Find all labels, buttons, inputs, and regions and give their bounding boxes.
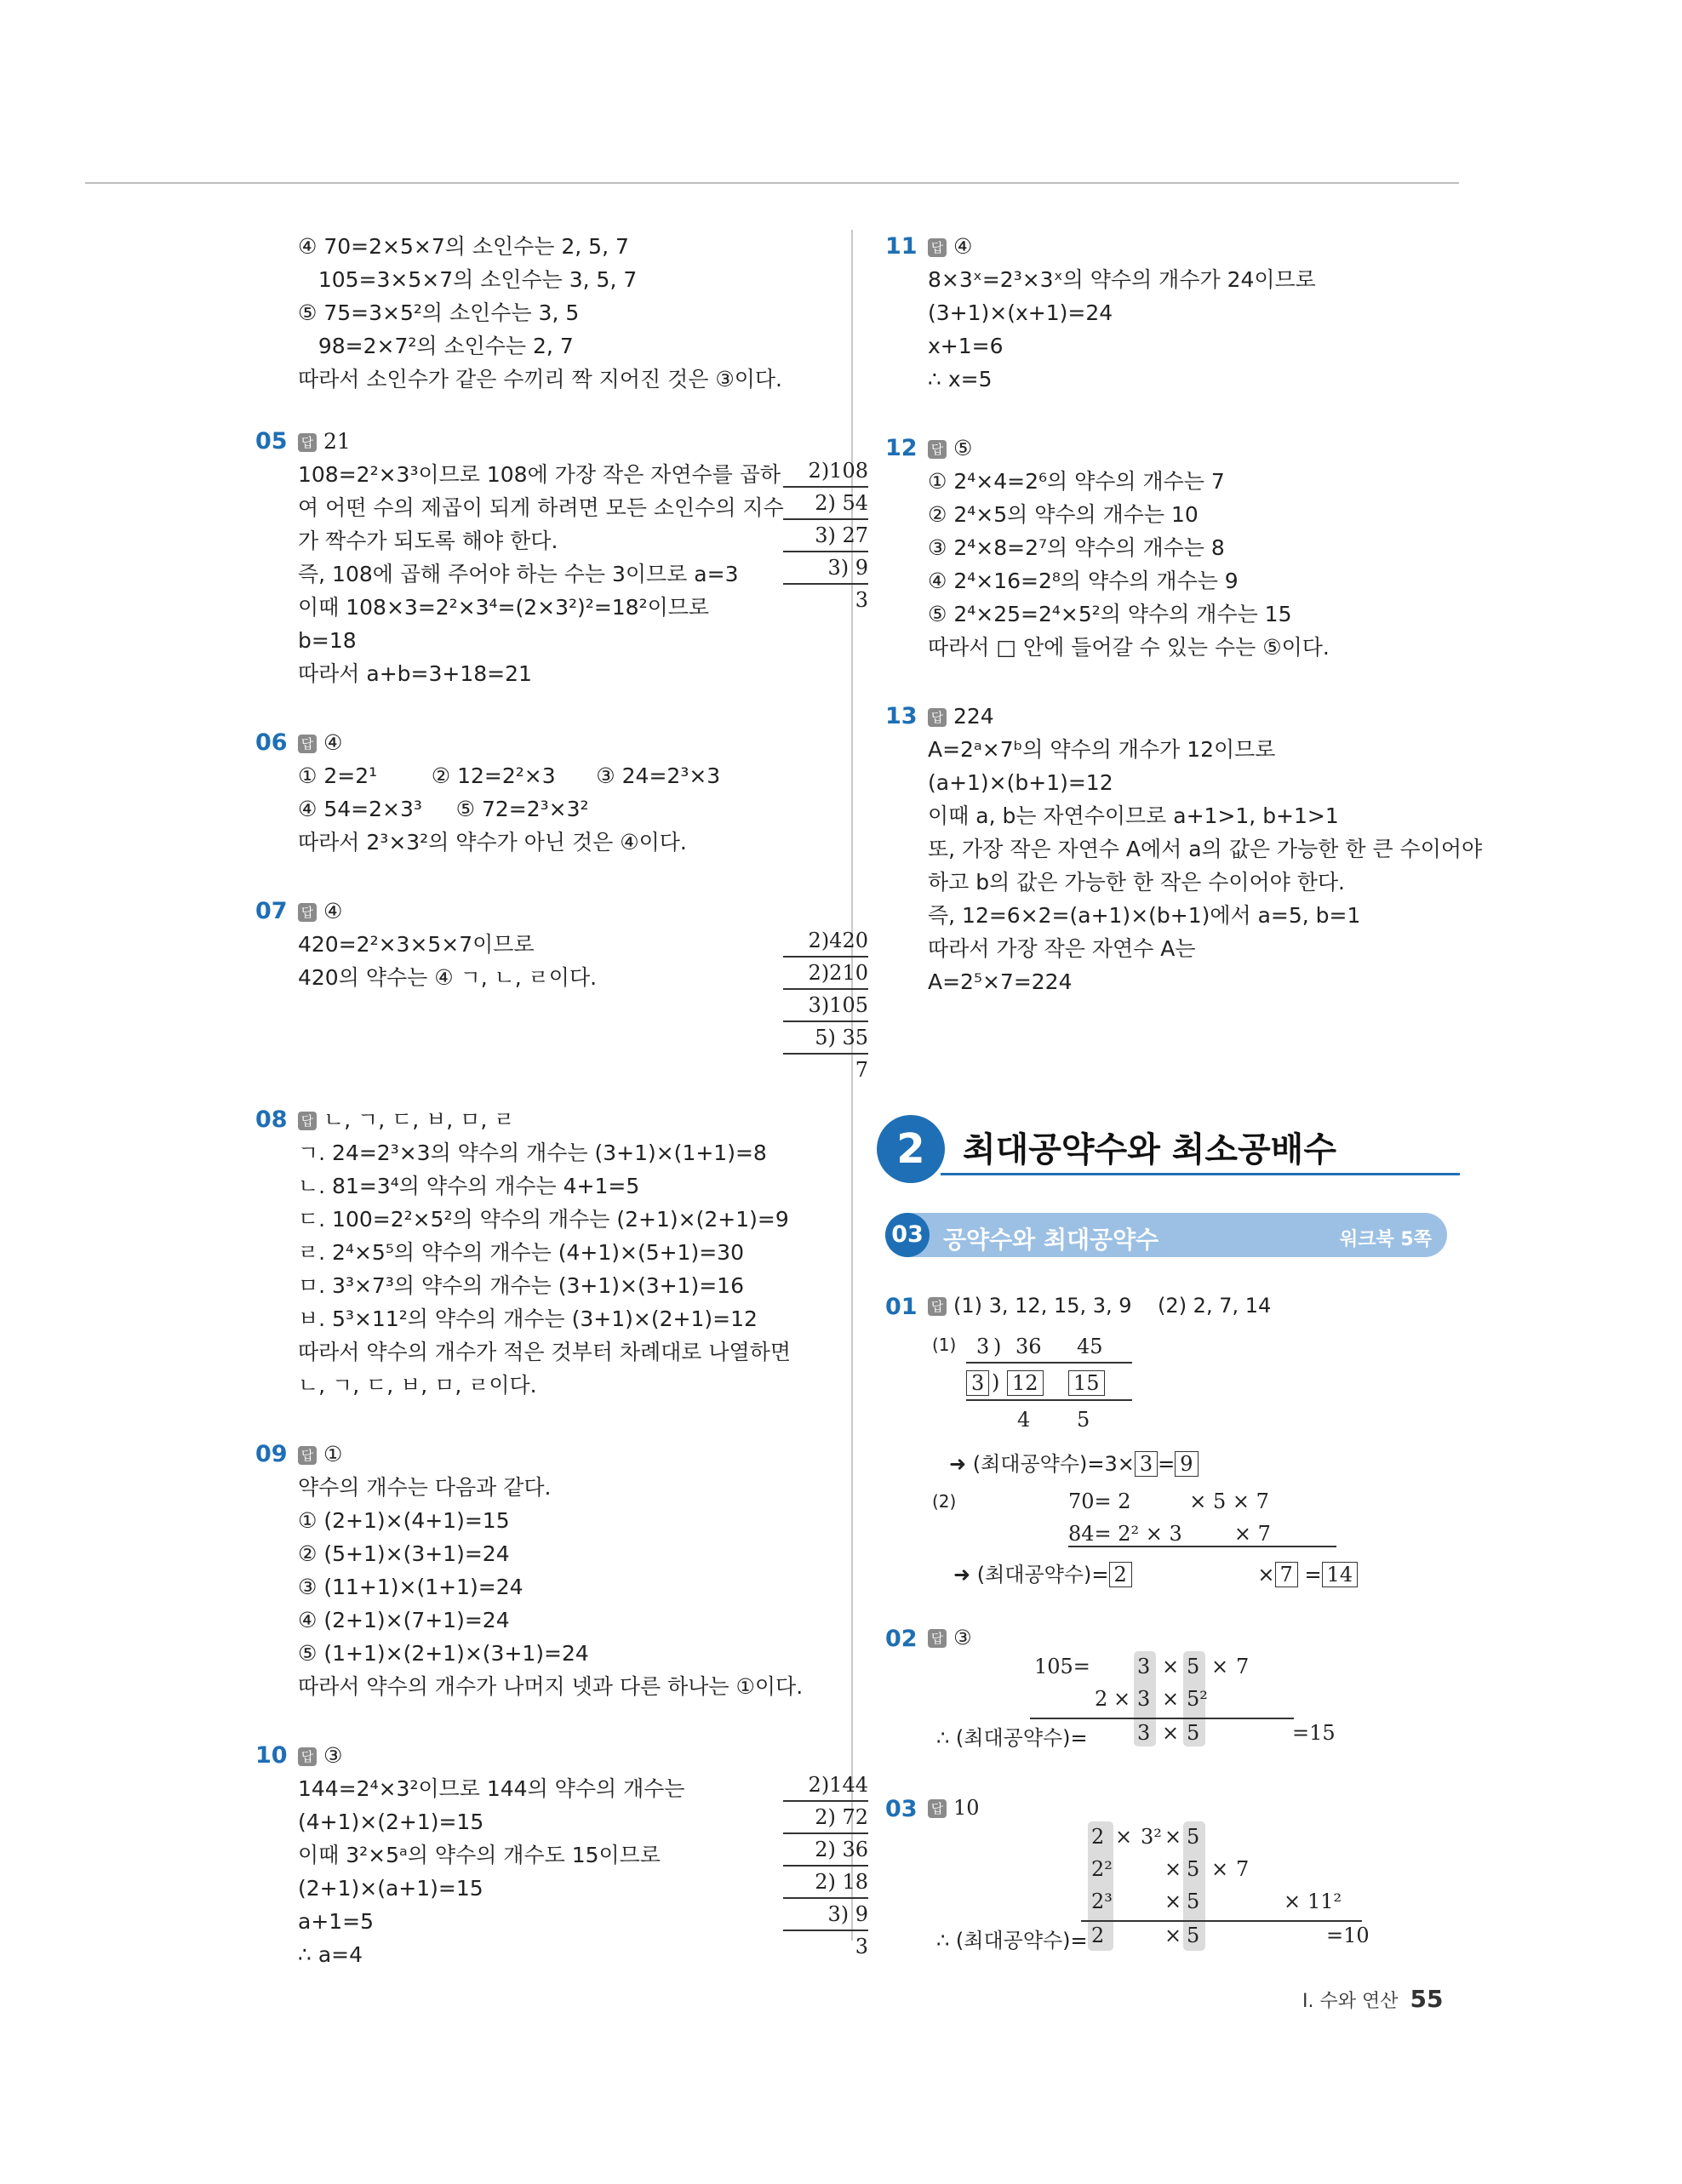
factor-text: 7 xyxy=(1236,1857,1250,1881)
top-rule xyxy=(85,182,1459,184)
divisor: 3 xyxy=(976,1335,990,1358)
prime-division xyxy=(783,455,868,615)
text-line: 105=3×5×7의 소인수는 3, 5, 7 xyxy=(298,267,638,292)
factor-text: × xyxy=(1284,1890,1302,1913)
factor-text: × xyxy=(1164,1825,1182,1849)
gcd-row-1 xyxy=(966,1335,1132,1364)
text-line: ② 2⁴×5의 약수의 개수는 10 xyxy=(928,502,1199,527)
answer-icon: 답 xyxy=(298,1446,317,1465)
factor-text: ∴ (최대공약수)= xyxy=(936,1726,1088,1750)
text-line: (2+1)×(a+1)=15 xyxy=(298,1876,483,1901)
factor-text: × xyxy=(1164,1890,1182,1913)
blank-box: 12 xyxy=(1007,1370,1044,1396)
text-line: ㄴ. 81=3⁴의 약수의 개수는 4+1=5 xyxy=(298,1174,640,1198)
division-row: 7 xyxy=(855,1058,868,1082)
problem-11 xyxy=(885,230,1464,396)
text-line: 약수의 개수는 다음과 같다. xyxy=(298,1475,552,1500)
text-line: ∴ x=5 xyxy=(928,367,993,392)
problem-number: 12 xyxy=(885,435,918,461)
answer-icon: 답 xyxy=(928,1629,947,1648)
text-line: 420의 약수는 ④ ㄱ, ㄴ, ㄹ이다. xyxy=(298,965,598,990)
blank-box: 15 xyxy=(1068,1370,1105,1396)
text-line: ㄹ. 2⁴×5⁵의 약수의 개수는 (4+1)×(5+1)=30 xyxy=(298,1240,744,1265)
dividend: 36 xyxy=(1015,1335,1042,1358)
right-column xyxy=(885,230,1483,1034)
part-label: (2) xyxy=(932,1491,957,1512)
text-line: ③ (11+1)×(1+1)=24 xyxy=(298,1575,523,1599)
division-bracket: ) xyxy=(992,1370,1000,1394)
text-line: ㅂ. 5³×11²의 약수의 개수는 (3+1)×(2+1)=12 xyxy=(298,1306,758,1331)
factor-row xyxy=(885,1857,1464,1890)
text-line: 이때 3²×5ᵃ의 약수의 개수도 15이므로 xyxy=(298,1843,661,1867)
factor-text: 2 xyxy=(1091,1924,1105,1947)
text-line: A=2ᵃ×7ᵇ의 약수의 개수가 12이므로 xyxy=(928,737,1276,762)
problem-number: 08 xyxy=(255,1106,288,1133)
text-line: ⑤ 75=3×5²의 소인수는 3, 5 xyxy=(298,300,580,325)
division-bracket: ) xyxy=(993,1335,1002,1358)
answer-icon: 답 xyxy=(298,1747,317,1766)
text-line: 하고 b의 값은 가능한 한 작은 수이어야 한다. xyxy=(928,870,1345,895)
text-line: 420=2²×3×5×7이므로 xyxy=(298,932,535,957)
text-line: ⑤ (1+1)×(2+1)×(3+1)=24 xyxy=(298,1641,589,1666)
factor-text: 2 xyxy=(1095,1687,1108,1711)
text-line: 따라서 소인수가 같은 수끼리 짝 지어진 것은 ③이다. xyxy=(298,367,782,392)
text-line: ④ (2+1)×(7+1)=24 xyxy=(298,1608,510,1632)
section-number: 2 xyxy=(877,1115,945,1183)
factor-row xyxy=(1030,1687,1294,1719)
text-line: ∴ a=4 xyxy=(298,1942,363,1967)
text-line: ① 2=2¹ ② 12=2²×3 ③ 24=2³×3 xyxy=(298,763,721,788)
factor-text: 11² xyxy=(1307,1890,1342,1913)
answer-icon: 답 xyxy=(298,735,317,753)
answer-value: ④ xyxy=(323,730,343,755)
division-row: 2) 36 xyxy=(783,1834,868,1867)
answer-icon: 답 xyxy=(298,1112,317,1130)
factor-text: 5 xyxy=(1187,1857,1200,1881)
blank-box: 7 xyxy=(1275,1562,1298,1587)
part-label: (1) xyxy=(932,1335,957,1355)
text-line: (3+1)×(x+1)=24 xyxy=(928,300,1113,325)
factor-text: × xyxy=(1115,1825,1133,1849)
division-row: 2)210 xyxy=(783,958,868,990)
text-line: 따라서 2³×3²의 약수가 아닌 것은 ④이다. xyxy=(298,830,687,855)
text-line: 따라서 약수의 개수가 적은 것부터 차례대로 나열하면 xyxy=(298,1340,791,1364)
factor-text: × xyxy=(1211,1655,1229,1678)
text-line: (4+1)×(2+1)=15 xyxy=(298,1810,484,1834)
section-underline xyxy=(941,1173,1460,1175)
factor-text: 2³ xyxy=(1091,1890,1113,1913)
text-line: ④ 54=2×3³ ⑤ 72=2³×3² xyxy=(298,797,589,821)
gcd-result-2 xyxy=(953,1558,1358,1587)
text-line: 또, 가장 작은 자연수 A에서 a의 값은 가능한 한 큰 수이어야 xyxy=(928,837,1483,861)
gcd-row-2 xyxy=(966,1370,1132,1401)
prime-division xyxy=(783,925,868,1085)
division-row: 3 xyxy=(855,588,868,612)
factor-text: 5 xyxy=(1187,1890,1200,1913)
text-line: ④ 2⁴×16=2⁸의 약수의 개수는 9 xyxy=(928,569,1239,593)
blank-box: 2 xyxy=(1109,1562,1132,1587)
quotient: 4 xyxy=(1017,1408,1031,1432)
problem-number: 05 xyxy=(255,428,288,455)
text-line: ④ 70=2×5×7의 소인수는 2, 5, 7 xyxy=(298,234,629,259)
factor-text: 3 xyxy=(1137,1687,1151,1711)
text-line: 따라서 약수의 개수가 나머지 넷과 다른 하나는 ①이다. xyxy=(298,1674,804,1699)
text-line: 따라서 □ 안에 들어갈 수 있는 수는 ⑤이다. xyxy=(928,635,1330,660)
answer-value: (1) 3, 12, 15, 3, 9 (2) 2, 7, 14 xyxy=(953,1294,1272,1318)
factor-text: × xyxy=(1162,1655,1180,1678)
text-line: x+1=6 xyxy=(928,334,1004,358)
section-header xyxy=(872,1111,1460,1187)
factor-text: 2² xyxy=(1091,1857,1113,1881)
text-line: 이때 108×3=2²×3⁴=(2×3²)²=18²이므로 xyxy=(298,595,710,620)
gcd-result xyxy=(885,1721,1464,1752)
factor-text: 5 xyxy=(1187,1924,1200,1947)
answer-value: ③ xyxy=(323,1743,343,1768)
text-line: 여 어떤 수의 제곱이 되게 하려면 모든 소인수의 지수 xyxy=(298,495,784,520)
factor-text: × xyxy=(1162,1721,1180,1745)
answer-icon: 답 xyxy=(298,433,317,452)
problem-number: 02 xyxy=(885,1626,918,1652)
factor-text: 5 xyxy=(1187,1721,1200,1745)
factor-text: 3 xyxy=(1137,1721,1151,1745)
subsection-number: 03 xyxy=(885,1213,930,1257)
problem-number: 06 xyxy=(255,729,288,756)
answer-value: 21 xyxy=(323,429,351,454)
factor-text: × xyxy=(1164,1924,1182,1947)
question-02 xyxy=(885,1626,1464,1753)
page-number: 55 xyxy=(1410,1985,1444,2013)
text-line: ㄷ. 100=2²×5²의 약수의 개수는 (2+1)×(2+1)=9 xyxy=(298,1207,789,1232)
factor-text: 5 xyxy=(1187,1655,1200,1678)
section-title: 최대공약수와 최소공배수 xyxy=(963,1130,1336,1169)
factor-text: × xyxy=(1113,1687,1131,1711)
text-line: ② (5+1)×(3+1)=24 xyxy=(298,1541,510,1566)
factor-row xyxy=(885,1825,1464,1857)
text-line: 즉, 12=6×2=(a+1)×(b+1)에서 a=5, b=1 xyxy=(928,903,1361,928)
blank-box: 3 xyxy=(1135,1451,1158,1477)
factor-text: =10 xyxy=(1326,1924,1370,1947)
factor-row xyxy=(1081,1890,1362,1922)
answer-icon: 답 xyxy=(928,238,947,257)
problem-number: 03 xyxy=(885,1796,918,1822)
problem-number: 11 xyxy=(885,233,918,260)
answer-value: ⑤ xyxy=(953,436,973,460)
factor-text: ∴ (최대공약수)= xyxy=(936,1929,1088,1952)
division-row: 2)108 xyxy=(783,455,868,488)
problem-10 xyxy=(255,1739,868,1971)
text-line: 즉, 108에 곱해 주어야 하는 수는 3이므로 a=3 xyxy=(298,562,739,586)
factorization-row: 84= 2² × 3 × 7 xyxy=(1068,1522,1336,1547)
text-line: 이때 a, b는 자연수이므로 a+1>1, b+1>1 xyxy=(928,803,1339,828)
division-row: 2)144 xyxy=(783,1769,868,1802)
problem-number: 13 xyxy=(885,703,918,729)
factor-text: 3² xyxy=(1141,1825,1162,1849)
division-row: 2) 54 xyxy=(783,488,868,520)
text-line: ㅁ. 3³×7³의 약수의 개수는 (3+1)×(3+1)=16 xyxy=(298,1273,744,1298)
result-label: ➜ (최대공약수)= xyxy=(953,1563,1109,1587)
gcd-result xyxy=(885,1924,1464,1954)
text-line: ⑤ 2⁴×25=2⁴×5²의 약수의 개수는 15 xyxy=(928,602,1292,626)
answer-icon: 답 xyxy=(928,440,947,459)
division-row: 3) 27 xyxy=(783,520,868,552)
factor-text: 3 xyxy=(1137,1655,1151,1678)
equals: = xyxy=(1304,1563,1322,1587)
subsection-title: 공약수와 최대공약수 xyxy=(943,1226,1159,1254)
problem-08 xyxy=(255,1103,834,1402)
dividend: 45 xyxy=(1077,1335,1103,1358)
answer-value: ① xyxy=(323,1442,343,1466)
factorization-row: 70= 2 × 5 × 7 xyxy=(1068,1489,1269,1513)
text-line: 가 짝수가 되도록 해야 한다. xyxy=(298,529,558,553)
division-row: 2)420 xyxy=(783,925,868,958)
problem-09 xyxy=(255,1438,834,1703)
division-row: 5) 35 xyxy=(783,1022,868,1055)
quotient: 5 xyxy=(1077,1408,1090,1432)
answer-value: ③ xyxy=(953,1626,972,1649)
page-footer xyxy=(1302,1985,1443,2013)
problem-06 xyxy=(255,726,834,859)
answer-icon: 답 xyxy=(928,1297,947,1316)
division-row: 3)105 xyxy=(783,990,868,1022)
gcd-result-1 xyxy=(949,1447,1199,1477)
factor-text: 5² xyxy=(1187,1687,1208,1711)
division-row: 2) 72 xyxy=(783,1802,868,1834)
factor-text: =15 xyxy=(1292,1721,1336,1745)
text-line: 144=2⁴×3²이므로 144의 약수의 개수는 xyxy=(298,1776,685,1801)
text-line: 따라서 가장 작은 자연수 A는 xyxy=(928,936,1196,961)
answer-value: ④ xyxy=(323,899,343,923)
answer-value: ④ xyxy=(953,234,973,259)
answer-value: 224 xyxy=(953,704,994,729)
factor-text: 2 xyxy=(1091,1825,1105,1849)
equals: = xyxy=(1158,1452,1176,1476)
answer-icon: 답 xyxy=(928,1799,947,1818)
text-line: ① (2+1)×(4+1)=15 xyxy=(298,1508,510,1533)
problem-number: 07 xyxy=(255,898,288,924)
division-row: 2) 18 xyxy=(783,1867,868,1899)
text-line: (a+1)×(b+1)=12 xyxy=(928,770,1113,795)
problem-04-continued xyxy=(255,230,834,396)
factor-text: × xyxy=(1164,1857,1182,1881)
factor-text: 105= xyxy=(1034,1655,1090,1678)
text-line: 8×3ˣ=2³×3ˣ의 약수의 개수가 24이므로 xyxy=(928,267,1316,292)
question-01 xyxy=(885,1294,1464,1634)
result-label: ➜ (최대공약수)=3× xyxy=(949,1452,1135,1476)
blank-box: 3 xyxy=(966,1370,989,1396)
workbook-reference: 워크북 5쪽 xyxy=(1340,1229,1432,1250)
text-line: ① 2⁴×4=2⁶의 약수의 개수는 7 xyxy=(928,469,1225,494)
problem-07 xyxy=(255,895,868,1082)
text-line: ③ 2⁴×8=2⁷의 약수의 개수는 8 xyxy=(928,535,1225,560)
text-line: ㄱ. 24=2³×3의 약수의 개수는 (3+1)×(1+1)=8 xyxy=(298,1141,767,1165)
problem-number: 10 xyxy=(255,1742,288,1769)
problem-number: 09 xyxy=(255,1441,288,1467)
left-column xyxy=(255,230,868,2007)
blank-box: 14 xyxy=(1322,1562,1359,1587)
text-line: A=2⁵×7=224 xyxy=(928,969,1073,994)
chapter-label: I. 수와 연산 xyxy=(1302,1991,1399,2012)
question-03 xyxy=(885,1796,1464,1966)
division-row: 3) 9 xyxy=(783,1899,868,1931)
text-line: 98=2×7²의 소인수는 2, 7 xyxy=(298,334,574,358)
times: × xyxy=(1257,1563,1275,1587)
factor-text: 5 xyxy=(1187,1825,1200,1849)
blank-box: 9 xyxy=(1175,1451,1198,1477)
problem-13 xyxy=(885,700,1483,998)
factor-text: × xyxy=(1162,1687,1180,1711)
prime-division xyxy=(783,1769,868,1962)
factor-text: 7 xyxy=(1236,1655,1250,1678)
text-line: a+1=5 xyxy=(298,1909,375,1934)
division-row: 3 xyxy=(855,1935,868,1958)
subsection-header xyxy=(885,1213,1447,1257)
problem-12 xyxy=(885,432,1464,664)
text-line: b=18 xyxy=(298,628,357,653)
text-line: ㄴ, ㄱ, ㄷ, ㅂ, ㅁ, ㄹ이다. xyxy=(298,1373,537,1398)
problem-05 xyxy=(255,425,868,690)
answer-icon: 답 xyxy=(928,708,947,727)
factor-row xyxy=(885,1655,1464,1687)
text-line: 108=2²×3³이므로 108에 가장 작은 자연수를 곱하 xyxy=(298,462,781,487)
answer-icon: 답 xyxy=(298,903,317,922)
answer-value: ㄴ, ㄱ, ㄷ, ㅂ, ㅁ, ㄹ xyxy=(323,1107,515,1132)
problem-number: 01 xyxy=(885,1294,918,1320)
answer-value: 10 xyxy=(953,1796,980,1820)
factor-text: × xyxy=(1211,1857,1229,1881)
division-row: 3) 9 xyxy=(783,552,868,585)
text-line: 따라서 a+b=3+18=21 xyxy=(298,661,532,686)
